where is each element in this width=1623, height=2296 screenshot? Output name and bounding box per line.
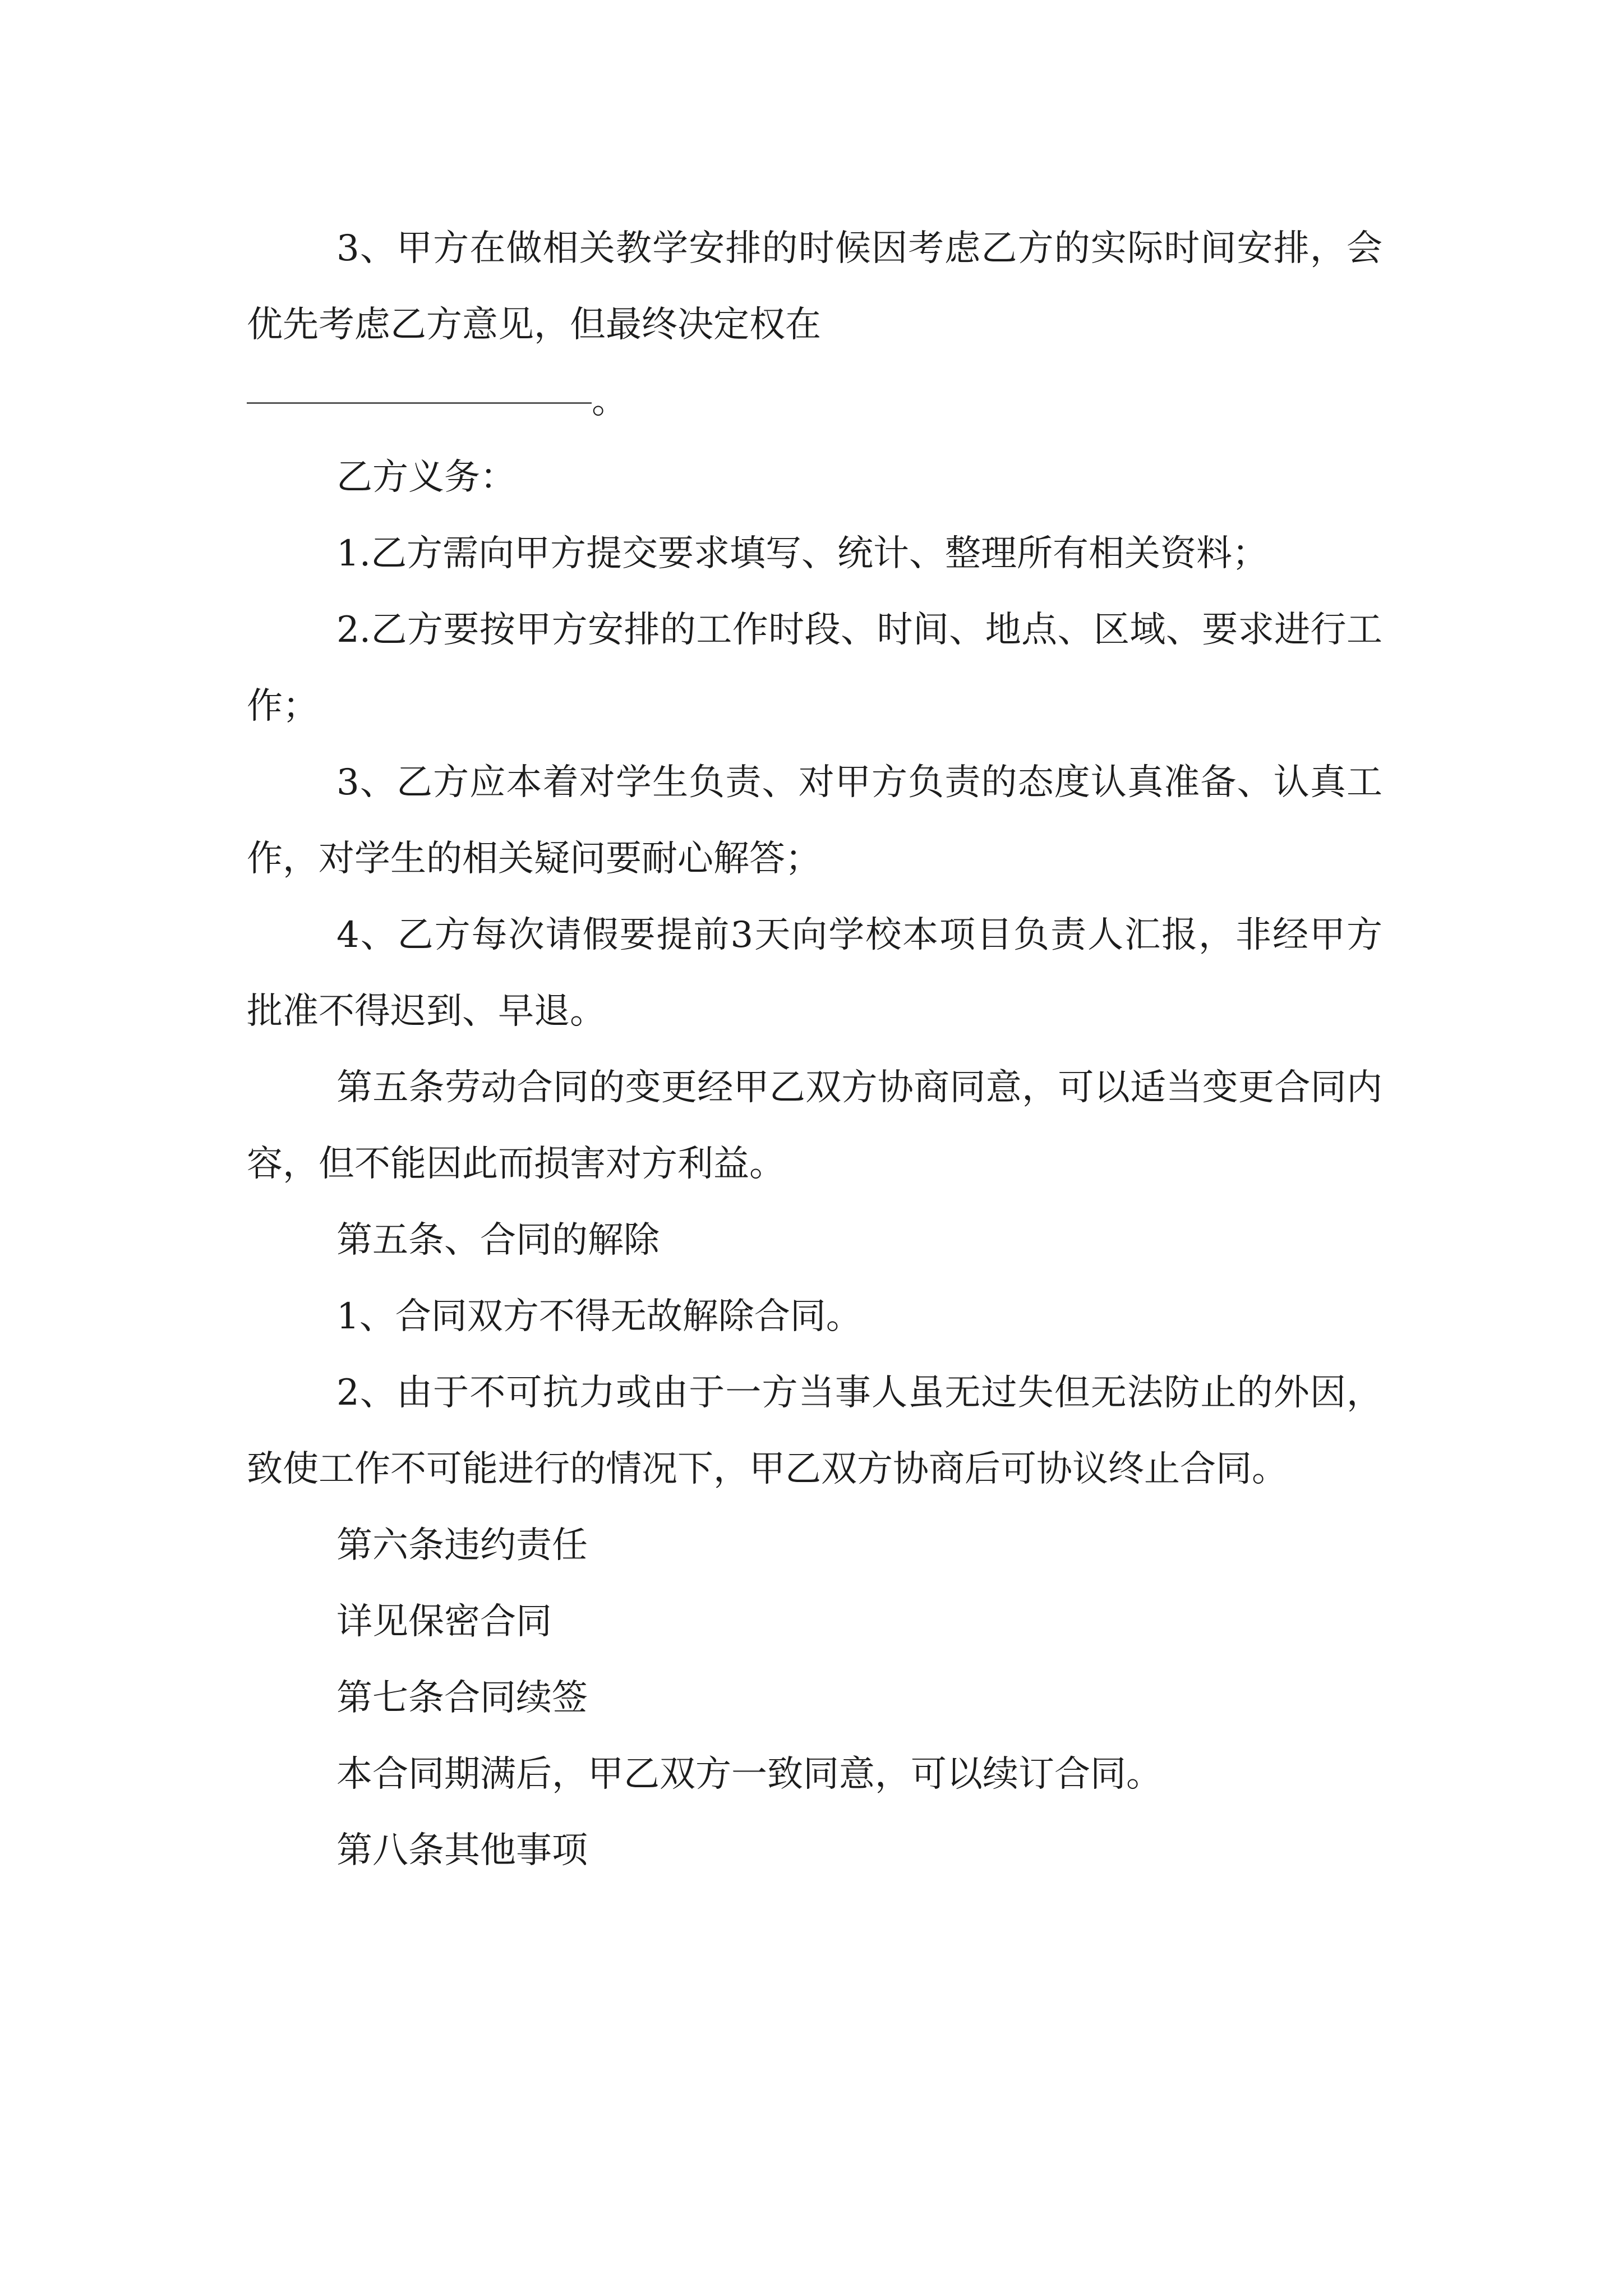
- paragraph-clause-3-decision: [247, 210, 1382, 363]
- document-body: [247, 210, 1382, 1889]
- paragraph-duty-2: 2.乙方要按甲方安排的工作时段、时间、地点、区域、要求进行工作；: [247, 609, 1382, 727]
- paragraph-article-8-heading: 第八条其他事项: [336, 1830, 588, 1871]
- paragraph-article-5-change: 第五条劳动合同的变更经甲乙双方协商同意，可以适当变更合同内容，但不能因此而损害对方利益。: [247, 1067, 1382, 1185]
- paragraph-article-7-content: 本合同期满后，甲乙双方一致同意，可以续订合同。: [336, 1754, 1162, 1795]
- paragraph-duty-4: 4、乙方每次请假要提前3天向学校本项目负责人汇报，非经甲方批准不得迟到、早退。: [247, 914, 1382, 1032]
- paragraph-party-b-duties-heading: 乙方义务：: [336, 457, 516, 498]
- paragraph-blank-fill: [247, 363, 1382, 439]
- clause-3-text: 3、甲方在做相关教学安排的时候因考虑乙方的实际时间安排，会优先考虑乙方意见，但最终决定权在: [247, 228, 1382, 346]
- paragraph-duty-1: 1.乙方需向甲方提交要求填写、统计、整理所有相关资料；: [336, 533, 1269, 574]
- paragraph-article-6-heading: 第六条违约责任: [336, 1525, 588, 1566]
- fill-in-blank-line: [247, 402, 592, 404]
- paragraph-article-5-termination-heading: 第五条、合同的解除: [336, 1220, 660, 1261]
- paragraph-article-6-content: 详见保密合同: [336, 1601, 552, 1642]
- paragraph-termination-2: 2、由于不可抗力或由于一方当事人虽无过失但无法防止的外因，致使工作不可能进行的情况下，甲乙双方协商后可协议终止合同。: [247, 1372, 1382, 1490]
- paragraph-termination-1: 1、合同双方不得无故解除合同。: [336, 1296, 862, 1337]
- paragraph-duty-3: 3、乙方应本着对学生负责、对甲方负责的态度认真准备、认真工作，对学生的相关疑问要耐心解答；: [247, 762, 1382, 880]
- paragraph-article-7-heading: 第七条合同续签: [336, 1677, 588, 1719]
- blank-period: 。: [592, 380, 628, 422]
